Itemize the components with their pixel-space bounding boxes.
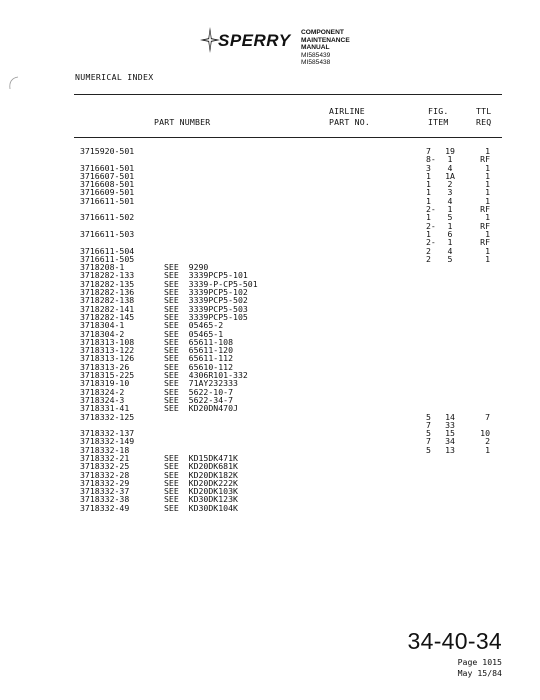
part-number-cell: 3718332-25 (80, 461, 130, 472)
col-header-fig-item (428, 106, 449, 127)
reference-cell: SEE 65611-112 (164, 353, 234, 364)
ttl-req-cell: 1 (485, 228, 490, 239)
item-cell: 5 (447, 253, 453, 264)
part-number-cell: 3718313-26 (80, 361, 130, 372)
part-number-cell: 3716601-501 (80, 162, 135, 173)
sperry-logo (200, 27, 291, 53)
item-cell: 1A (445, 170, 455, 181)
fig-cell: 7 (426, 419, 431, 430)
table-row (0, 413, 540, 421)
part-number-cell: 3718282-145 (80, 311, 135, 322)
ttl-req-cell: 2 (485, 436, 490, 447)
part-number-cell: 3718332-28 (80, 469, 130, 480)
part-number-cell: 3718324-3 (80, 394, 125, 405)
reference-cell: SEE KD30DK123K (164, 494, 238, 505)
ttl-req-cell: 1 (485, 212, 490, 223)
ttl-req-cell: RF (480, 154, 490, 165)
fig-cell: 1 (426, 187, 431, 198)
ttl-req-cell: 1 (485, 253, 490, 264)
reference-cell: SEE 5622-10-7 (164, 386, 234, 397)
fig-cell: 7 (426, 146, 431, 156)
reference-cell: SEE 65610-112 (164, 361, 234, 372)
reference-cell: SEE 71AY232333 (164, 378, 238, 389)
fig-cell: 5 (426, 411, 431, 422)
manual-number: MI585438 (301, 59, 331, 67)
table-row (0, 147, 540, 155)
col-header-part-number: PART NUMBER (154, 117, 211, 127)
part-number-cell: 3718332-38 (80, 494, 130, 505)
col-header-ttl-line2: REQ (476, 116, 492, 127)
page-footer (458, 657, 502, 679)
part-number-cell: 3718324-2 (80, 386, 125, 397)
reference-cell: SEE 3339-P-CP5-501 (164, 278, 258, 289)
part-number-cell: 3718282-135 (80, 278, 135, 289)
part-number-cell: 3718315-225 (80, 370, 135, 381)
item-cell: 19 (445, 146, 455, 156)
reference-cell: SEE 3339PCP5-502 (164, 295, 248, 306)
header-rule-bottom (74, 137, 502, 138)
part-number-cell: 3718319-10 (80, 378, 130, 389)
ttl-req-cell: 1 (485, 170, 490, 181)
manual-line: MANUAL (301, 44, 330, 52)
ttl-req-cell: 1 (485, 444, 490, 455)
fig-cell: 1 (426, 212, 431, 223)
part-number-cell: 3715920-501 (80, 146, 135, 156)
part-number-cell: 3718313-126 (80, 353, 135, 364)
reference-cell: SEE KD20DK222K (164, 477, 238, 488)
reference-cell: SEE KD20DK681K (164, 461, 238, 472)
part-number-cell: 3718313-108 (80, 336, 135, 347)
index-table-body (0, 147, 540, 512)
reference-cell: SEE KD20DK182K (164, 469, 238, 480)
item-cell: 6 (447, 228, 453, 239)
manual-line: COMPONENT (301, 29, 344, 36)
fig-cell: 7 (426, 436, 431, 447)
part-number-cell: 3718282-133 (80, 270, 135, 281)
col-header-fig-line2: ITEM (428, 116, 449, 127)
reference-cell: SEE 9290 (164, 262, 209, 273)
fig-cell: 5 (426, 444, 431, 455)
manual-line: MAINTENANCE (301, 36, 350, 44)
part-number-cell: 3716611-505 (80, 253, 135, 264)
table-row (0, 504, 540, 512)
fig-cell: 2- (426, 204, 436, 215)
part-number-cell: 3718332-37 (80, 486, 130, 497)
part-number-cell: 3716607-501 (80, 170, 135, 181)
fig-cell: 2- (426, 220, 436, 231)
reference-cell: SEE KD20DN470J (164, 403, 238, 414)
item-cell: 1 (447, 220, 453, 231)
section-title: NUMERICAL INDEX (75, 72, 154, 82)
reference-cell: SEE 05465-1 (164, 328, 224, 339)
reference-cell: SEE 3339PCP5-105 (164, 311, 248, 322)
part-number-cell: 3718304-2 (80, 328, 125, 339)
sperry-star-icon (200, 27, 220, 53)
part-number-cell: 3718313-122 (80, 345, 135, 356)
item-cell: 15 (445, 428, 455, 439)
part-number-cell: 3718332-49 (80, 502, 130, 513)
reference-cell: SEE 3339PCP5-102 (164, 287, 248, 298)
part-number-cell: 3716611-503 (80, 228, 135, 239)
part-number-cell: 3718332-18 (80, 444, 130, 455)
margin-pencil-mark (6, 76, 20, 90)
fig-cell: 1 (426, 195, 431, 206)
fig-cell: 1 (426, 228, 431, 239)
col-header-fig-line1: FIG. (428, 106, 449, 116)
reference-cell: SEE KD20DK103K (164, 486, 238, 497)
ttl-req-cell: 1 (485, 162, 490, 173)
part-number-cell: 3718332-21 (80, 452, 130, 463)
fig-cell: 1 (426, 179, 431, 190)
reference-cell: SEE KD15DK471K (164, 452, 238, 463)
part-number-cell: 3718332-29 (80, 477, 130, 488)
manual-number: MI585439 (301, 51, 331, 59)
ttl-req-cell: RF (480, 220, 490, 231)
reference-cell: SEE 3339PCP5-503 (164, 303, 248, 314)
document-code: 34-40-34 (407, 628, 502, 654)
ttl-req-cell: 1 (485, 146, 490, 156)
item-cell: 1 (447, 154, 453, 165)
col-header-ttl-line1: TTL (476, 106, 492, 116)
item-cell: 33 (445, 419, 455, 430)
reference-cell: SEE 4306R101-332 (164, 370, 248, 381)
table-row (0, 197, 540, 205)
item-cell: 1 (447, 237, 453, 248)
item-cell: 4 (447, 245, 453, 256)
part-number-cell: 3718332-149 (80, 436, 135, 447)
manual-identification (301, 29, 350, 67)
table-row (0, 213, 540, 221)
fig-cell: 1 (426, 170, 431, 181)
page-number: Page 1015 (457, 657, 502, 667)
item-cell: 5 (447, 212, 453, 223)
header-rule-top (74, 94, 502, 95)
part-number-cell: 3718332-125 (80, 411, 135, 422)
table-row (0, 230, 540, 238)
ttl-req-cell: 1 (485, 245, 490, 256)
item-cell: 34 (445, 436, 455, 447)
part-number-cell: 3716611-501 (80, 195, 135, 206)
part-number-cell: 3718331-41 (80, 403, 130, 414)
reference-cell: SEE 3339PCP5-101 (164, 270, 248, 281)
ttl-req-cell: 10 (480, 428, 490, 439)
ttl-req-cell: 1 (485, 187, 490, 198)
item-cell: 2 (447, 179, 453, 190)
item-cell: 4 (447, 162, 453, 173)
part-number-cell: 3716611-504 (80, 245, 135, 256)
fig-cell: 3 (426, 162, 431, 173)
reference-cell: SEE KD30DK104K (164, 502, 238, 513)
fig-cell: 8- (426, 154, 436, 165)
fig-cell: 2 (426, 253, 431, 264)
reference-cell: SEE 65611-108 (164, 336, 234, 347)
fig-cell: 2- (426, 237, 436, 248)
col-header-airline-line1: AIRLINE (329, 106, 365, 116)
ttl-req-cell: 1 (485, 179, 490, 190)
ttl-req-cell: 1 (485, 195, 490, 206)
part-number-cell: 3718282-138 (80, 295, 135, 306)
part-number-cell: 3716608-501 (80, 179, 135, 190)
brand-wordmark: SPERRY (218, 31, 291, 50)
ttl-req-cell: RF (480, 237, 490, 248)
col-header-airline (329, 106, 370, 127)
reference-cell: SEE 5622-34-7 (164, 394, 234, 405)
reference-cell: SEE 65611-120 (164, 345, 234, 356)
item-cell: 1 (447, 204, 453, 215)
part-number-cell: 3718282-136 (80, 287, 135, 298)
part-number-cell: 3718208-1 (80, 262, 125, 273)
part-number-cell: 3718304-1 (80, 320, 125, 331)
fig-cell: 5 (426, 428, 431, 439)
item-cell: 3 (447, 187, 453, 198)
part-number-cell: 3718332-137 (80, 428, 135, 439)
part-number-cell: 3716611-502 (80, 212, 135, 223)
ttl-req-cell: 7 (485, 411, 490, 422)
col-header-ttl-req (476, 106, 491, 127)
fig-cell: 2 (426, 245, 431, 256)
part-number-cell: 3716609-501 (80, 187, 135, 198)
item-cell: 13 (445, 444, 455, 455)
ttl-req-cell: RF (480, 204, 490, 215)
item-cell: 14 (445, 411, 455, 422)
part-number-cell: 3718282-141 (80, 303, 135, 314)
reference-cell: SEE 05465-2 (164, 320, 224, 331)
col-header-airline-line2: PART NO. (329, 116, 371, 127)
item-cell: 4 (447, 195, 453, 206)
revision-date: May 15/84 (457, 668, 502, 678)
